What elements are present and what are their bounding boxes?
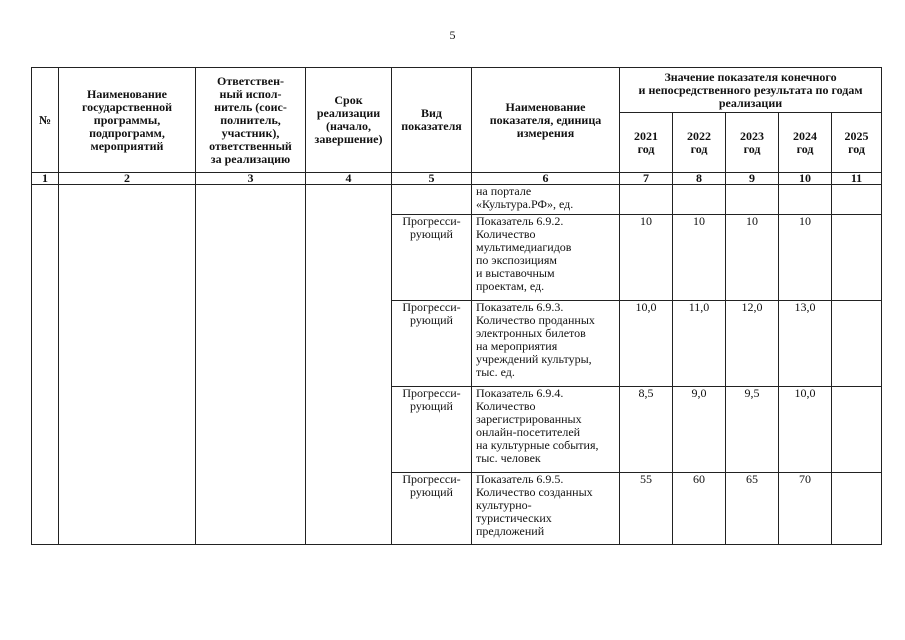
value-2023: 12,0 [726, 301, 779, 387]
value-2022: 9,0 [673, 387, 726, 473]
value-2024 [779, 185, 832, 215]
value-2025 [832, 185, 882, 215]
value-2021: 10,0 [620, 301, 673, 387]
indicator-type: Прогресси- рующий [392, 215, 472, 301]
value-2021: 10 [620, 215, 673, 301]
column-number: 10 [779, 173, 832, 185]
header-values-group: Значение показателя конечного и непосредственного результата по годам реализации [620, 68, 882, 113]
value-2025 [832, 473, 882, 545]
column-number: 11 [832, 173, 882, 185]
indicator-type [392, 185, 472, 215]
header-responsible: Ответствен- ный испол- нитель (соис- полнитель, участник), ответственный за реализацию [196, 68, 306, 173]
header-year: 2024 год [779, 113, 832, 173]
table-row [32, 185, 882, 215]
merged-empty-cell [196, 185, 306, 545]
indicators-table [31, 67, 882, 545]
value-2021: 8,5 [620, 387, 673, 473]
indicator-name: Показатель 6.9.5. Количество созданных культурно- туристических предложений [472, 473, 620, 545]
merged-empty-cell [306, 185, 392, 545]
value-2022: 10 [673, 215, 726, 301]
header-program: Наименование государственной программы, подпрограмм, мероприятий [59, 68, 196, 173]
header-year: 2023 год [726, 113, 779, 173]
indicator-name: Показатель 6.9.2. Количество мультимедиагидов по экспозициям и выставочным проектам, ед. [472, 215, 620, 301]
merged-empty-cell [32, 185, 59, 545]
value-2022 [673, 185, 726, 215]
value-2022: 60 [673, 473, 726, 545]
column-number: 3 [196, 173, 306, 185]
column-numbers-row [32, 173, 882, 185]
merged-empty-cell [59, 185, 196, 545]
value-2024: 70 [779, 473, 832, 545]
value-2023: 10 [726, 215, 779, 301]
column-number: 9 [726, 173, 779, 185]
column-number: 7 [620, 173, 673, 185]
column-number: 4 [306, 173, 392, 185]
indicator-type: Прогресси- рующий [392, 387, 472, 473]
value-2023: 65 [726, 473, 779, 545]
header-row [32, 68, 882, 113]
header-indicator-name: Наименование показателя, единица измерения [472, 68, 620, 173]
indicator-type: Прогресси- рующий [392, 473, 472, 545]
column-number: 5 [392, 173, 472, 185]
value-2024: 10 [779, 215, 832, 301]
value-2025 [832, 301, 882, 387]
indicator-name: на портале «Культура.РФ», ед. [472, 185, 620, 215]
column-number: 6 [472, 173, 620, 185]
value-2021: 55 [620, 473, 673, 545]
column-number: 2 [59, 173, 196, 185]
indicator-name: Показатель 6.9.4. Количество зарегистрированных онлайн-посетителей на культурные события, тыс. человек [472, 387, 620, 473]
value-2021 [620, 185, 673, 215]
value-2025 [832, 215, 882, 301]
indicator-type: Прогресси- рующий [392, 301, 472, 387]
column-number: 8 [673, 173, 726, 185]
indicator-name: Показатель 6.9.3. Количество проданных электронных билетов на мероприятия учреждений культуры, тыс. ед. [472, 301, 620, 387]
header-period: Срок реализации (начало, завершение) [306, 68, 392, 173]
column-number: 1 [32, 173, 59, 185]
header-year: 2025 год [832, 113, 882, 173]
header-year: 2021 год [620, 113, 673, 173]
value-2023: 9,5 [726, 387, 779, 473]
page-number: 5 [449, 28, 456, 42]
header-year: 2022 год [673, 113, 726, 173]
value-2022: 11,0 [673, 301, 726, 387]
value-2023 [726, 185, 779, 215]
value-2024: 10,0 [779, 387, 832, 473]
value-2025 [832, 387, 882, 473]
value-2024: 13,0 [779, 301, 832, 387]
header-indicator-type: Вид показателя [392, 68, 472, 173]
header-num: № [32, 68, 59, 173]
